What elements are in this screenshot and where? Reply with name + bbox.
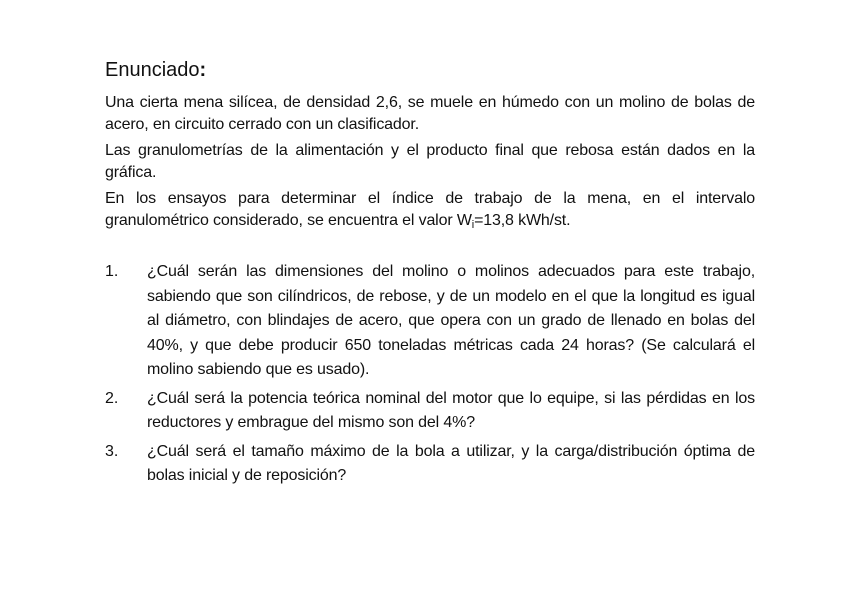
paragraph-ore-description: Una cierta mena silícea, de densidad 2,6, se muele en húmedo con un molino de bolas de acero, en circuito cerrado con un clasificador.	[105, 94, 755, 133]
question-item-3	[105, 440, 755, 489]
question-number: 2.	[105, 389, 119, 407]
paragraph-work-index	[105, 188, 755, 232]
document-title	[105, 56, 755, 84]
question-text: ¿Cuál será la potencia teórica nominal del motor que lo equipe, si las pérdidas en los reductores y embrague del mismo son del 4%?	[147, 389, 755, 431]
work-index-text: En los ensayos para determinar el índice de trabajo de la mena, en el intervalo granulométrico considerado, se encuentra el valor W	[105, 190, 755, 229]
question-item-2	[105, 387, 755, 436]
paragraph-granulometry: Las granulometrías de la alimentación y el producto final que rebosa están dados en la gráfica.	[105, 142, 755, 181]
question-item-1	[105, 260, 755, 383]
questions-list	[105, 260, 755, 489]
question-number: 1.	[105, 263, 119, 280]
title-colon: :	[199, 59, 207, 81]
title-text: Enunciado	[105, 59, 200, 81]
work-index-subscript: i	[471, 219, 475, 231]
question-text: ¿Cuál será el tamaño máximo de la bola a utilizar, y la carga/distribución óptima de bolas inicial y de reposición?	[147, 442, 755, 484]
document-page	[105, 56, 755, 493]
question-number: 3.	[105, 442, 119, 460]
question-text: ¿Cuál serán las dimensiones del molino o molinos adecuados para este trabajo, sabiendo que son cilíndricos, de rebose, y de un modelo en el que la longitud es igual al diámetro, con blindajes de acero, que opera con un grado de llenado en bolas del 40%, y que debe producir 650 toneladas métricas cada 24 horas? (Se calculará el molino sabiendo que es usado).	[147, 263, 755, 378]
work-index-value: =13,8 kWh/st.	[474, 212, 571, 229]
